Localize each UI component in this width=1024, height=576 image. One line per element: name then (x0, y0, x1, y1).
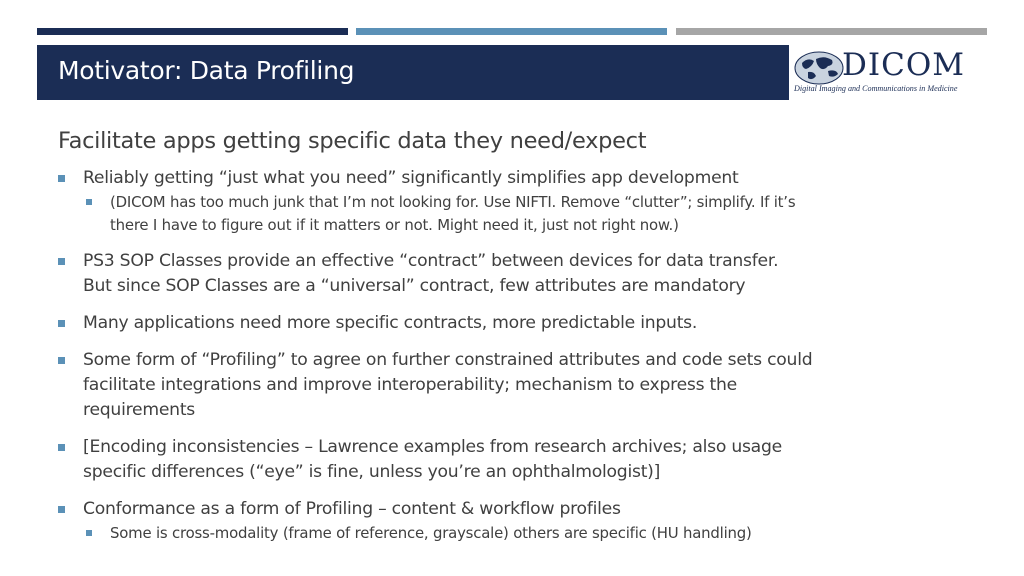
globe-icon (794, 51, 844, 85)
bullet-text-line: Many applications need more specific contracts, more predictable inputs. (83, 313, 698, 333)
bullet-text-line: Conformance as a form of Profiling – content & workflow profiles (83, 499, 621, 519)
bullet-text-line: (DICOM has too much junk that I’m not looking for. Use NIFTI. Remove “clutter”; simplify. If it’s (110, 193, 796, 211)
bullet-item (58, 249, 978, 299)
bullet-item (58, 166, 978, 191)
bullet-text-line: facilitate integrations and improve interoperability; mechanism to express the (83, 375, 737, 395)
sub-bullet-item (58, 191, 978, 237)
bullet-item (58, 497, 978, 522)
bullet-item (58, 348, 978, 423)
bullet-text-line: specific differences (“eye” is fine, unless you’re an ophthalmologist)] (83, 462, 661, 482)
slide-title: Motivator: Data Profiling (58, 56, 355, 85)
logo-wordmark: DICOM (842, 47, 965, 83)
bullet-item (58, 311, 978, 336)
bullet-list (58, 166, 978, 545)
dicom-logo (794, 49, 990, 97)
bullet-text-line: But since SOP Classes are a “universal” contract, few attributes are mandatory (83, 276, 746, 296)
top-rule-blue (356, 28, 667, 35)
bullet-text-line: requirements (83, 400, 196, 420)
sub-bullet-item (58, 522, 978, 545)
bullet-text-line: Some form of “Profiling” to agree on further constrained attributes and code sets could (83, 350, 813, 370)
bullet-item (58, 435, 978, 485)
bullet-text-line: there I have to figure out if it matters or not. Might need it, just not right now.) (110, 216, 679, 234)
top-rule-navy (37, 28, 348, 35)
bullet-text-line: Some is cross-modality (frame of reference, grayscale) others are specific (HU handling) (110, 524, 752, 542)
top-rule-gray (676, 28, 987, 35)
bullet-text-line: [Encoding inconsistencies – Lawrence examples from research archives; also usage (83, 437, 782, 457)
bullet-text-line: PS3 SOP Classes provide an effective “contract” between devices for data transfer. (83, 251, 779, 271)
slide-content (58, 128, 978, 545)
logo-subtitle: Digital Imaging and Communications in Medicine (794, 84, 958, 93)
section-heading: Facilitate apps getting specific data they need/expect (58, 128, 647, 154)
bullet-text-line: Reliably getting “just what you need” significantly simplifies app development (83, 168, 739, 188)
